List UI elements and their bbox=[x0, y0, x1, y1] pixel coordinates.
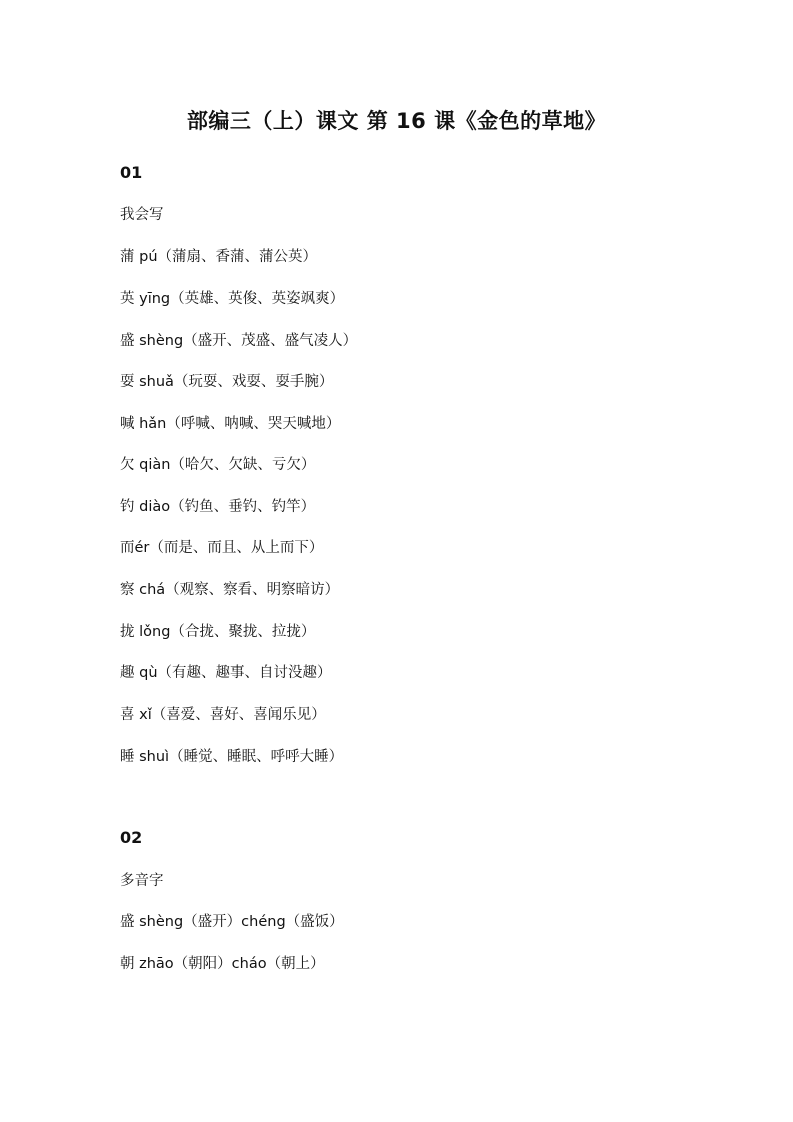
section-number: 01 bbox=[120, 163, 143, 182]
page-title: 部编三（上）课文 第 16 课《金色的草地》 bbox=[186, 109, 607, 133]
vocab-item: 喊 hǎn（呼喊、呐喊、哭天喊地） bbox=[120, 416, 341, 432]
polyphone-item: 盛 shèng（盛开）chéng（盛饭） bbox=[120, 914, 344, 930]
vocab-item: 英 yīng（英雄、英俊、英姿飒爽） bbox=[120, 291, 345, 307]
vocab-item: 盛 shèng（盛开、茂盛、盛气凌人） bbox=[120, 333, 358, 349]
vocab-item: 耍 shuǎ（玩耍、戏耍、耍手腕） bbox=[120, 374, 334, 390]
polyphone-item: 朝 zhāo（朝阳）cháo（朝上） bbox=[120, 956, 325, 972]
vocab-item: 趣 qù（有趣、趣事、自讨没趣） bbox=[120, 665, 332, 681]
vocab-item: 察 chá（观察、察看、明察暗访） bbox=[120, 582, 340, 598]
vocab-item: 蒲 pú（蒲扇、香蒲、蒲公英） bbox=[120, 249, 318, 265]
vocab-item: 而ér（而是、而且、从上而下） bbox=[120, 540, 324, 556]
section-number: 02 bbox=[120, 828, 143, 847]
vocab-item: 喜 xǐ（喜爱、喜好、喜闻乐见） bbox=[120, 707, 326, 723]
vocab-item: 拢 lǒng（合拢、聚拢、拉拢） bbox=[120, 624, 316, 640]
section-heading: 多音字 bbox=[120, 873, 164, 889]
vocab-item: 欠 qiàn（哈欠、欠缺、亏欠） bbox=[120, 457, 316, 473]
vocab-item: 睡 shuì（睡觉、睡眠、呼呼大睡） bbox=[120, 749, 344, 765]
vocab-item: 钓 diào（钓鱼、垂钓、钓竿） bbox=[120, 499, 316, 515]
section-heading: 我会写 bbox=[120, 207, 164, 223]
